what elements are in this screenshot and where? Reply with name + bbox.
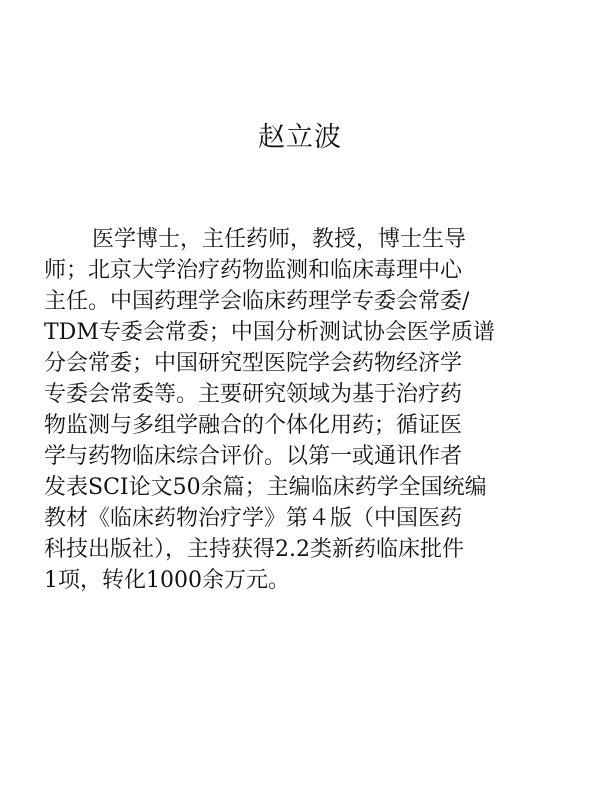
bio-line: 科技出版社），主持获得2.2类新药临床批件 — [44, 537, 464, 562]
bio-line: 发表SCI论文50余篇；主编临床药学全国统编 — [44, 475, 487, 500]
bio-line: TDM专委会常委；中国分析测试协会医学质谱 — [44, 320, 495, 345]
bio-line: 专委会常委等。主要研究领域为基于治疗药 — [44, 382, 463, 407]
biography-paragraph — [44, 224, 562, 596]
bio-line: 教材《临床药物治疗学》第４版（中国医药 — [44, 506, 463, 531]
bio-line: 医学博士，主任药师，教授，博士生导 — [92, 227, 467, 252]
bio-line: 分会常委；中国研究型医院学会药物经济学 — [44, 351, 463, 376]
bio-line: 物监测与多组学融合的个体化用药；循证医 — [44, 413, 463, 438]
person-name-title: 赵立波 — [258, 122, 342, 153]
bio-line: 学与药物临床综合评价。以第一或通讯作者 — [44, 444, 463, 469]
bio-line: 主任。中国药理学会临床药理学专委会常委/ — [44, 289, 470, 314]
bio-line: 1项，转化1000余万元。 — [44, 568, 290, 593]
bio-line: 师；北京大学治疗药物监测和临床毒理中心 — [44, 258, 463, 283]
